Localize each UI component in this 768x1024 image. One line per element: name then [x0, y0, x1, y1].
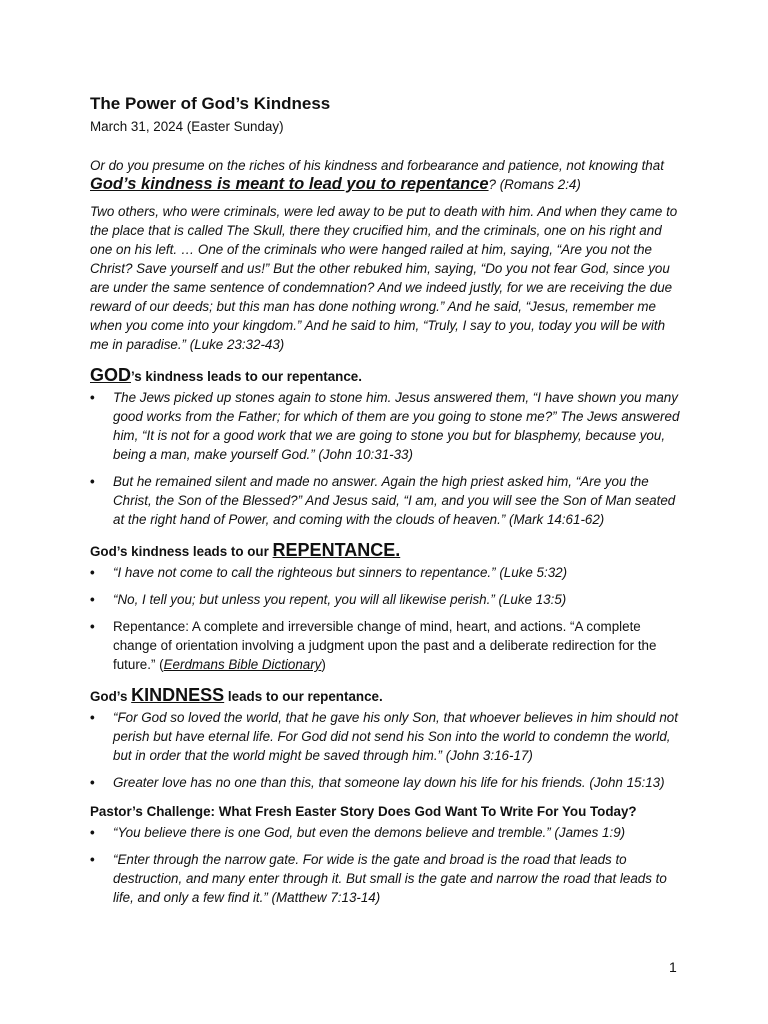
intro-emphasis: God’s kindness is meant to lead you to repentance [90, 175, 489, 193]
intro-suffix: ? (Romans 2:4) [488, 177, 581, 192]
section-heading-gods [90, 366, 680, 386]
sermon-date: March 31, 2024 (Easter Sunday) [90, 119, 284, 134]
section2-list [90, 563, 680, 674]
list-item: • “I have not come to call the righteous but sinners to repentance.” (Luke 5:32) [90, 563, 680, 582]
section-heading-repentance [90, 541, 680, 561]
list-item: • “No, I tell you; but unless you repent, you will all likewise perish.” (Luke 13:5) [90, 590, 680, 609]
definition-source: Eerdmans Bible Dictionary [163, 657, 322, 672]
heading-rest: leads to our repentance. [224, 689, 383, 704]
intro-prefix: Or do you presume on the riches of his kindness and forbearance and patience, not knowing that [90, 158, 664, 173]
list-item: • “For God so loved the world, that he gave his only Son, that whoever believes in him should not perish but have eternal life. For God did not send his Son into the world to condemn the world, but in order that the world might be saved through him.” (John 3:16-17) [90, 708, 680, 765]
heading-big-word: GOD [90, 365, 132, 385]
challenge-list [90, 823, 680, 907]
heading-big-word: KINDNESS [131, 685, 225, 705]
list-item: • “Enter through the narrow gate. For wide is the gate and broad is the road that leads to destruction, and many enter through it. But small is the gate and narrow the road that leads to life, and only a few find it.” (Matthew 7:13-14) [90, 850, 680, 907]
section3-list [90, 708, 680, 792]
heading-prefix: God’s [90, 689, 132, 704]
list-item: • But he remained silent and made no answer. Again the high priest asked him, “Are you the Christ, the Son of the Blessed?” And Jesus said, “I am, and you will see the Son of Man seated at the right hand of Power, and coming with the clouds of heaven.” (Mark 14:61-62) [90, 472, 680, 529]
document-page [90, 93, 680, 907]
scripture-passage: Two others, who were criminals, were led away to be put to death with him. And when they came to the place that is called The Skull, there they crucified him, and the criminals, one on his right and one on his left. … One of the criminals who were hanged railed at him, saying, “Are you not the Christ? Save yourself and us!” But the other rebuked him, saying, “Do you not fear God, since you are under the same sentence of condemnation? And we indeed justly, for we are receiving the due reward of our deeds; but this man has done nothing wrong.” And he said, “Jesus, remember me when you come into your kingdom.” And he said to him, “Truly, I say to you, today you will be with me in paradise.” (Luke 23:32-43) [90, 204, 678, 352]
section-heading-kindness [90, 686, 680, 706]
section1-list [90, 388, 680, 529]
heading-rest: ’s kindness leads to our repentance. [131, 369, 362, 384]
list-item: • Greater love has no one than this, that someone lay down his life for his friends. (John 15:13) [90, 773, 680, 792]
definition-close: ) [321, 657, 326, 672]
intro-verse [90, 156, 680, 194]
list-item: • “You believe there is one God, but even the demons believe and tremble.” (James 1:9) [90, 823, 680, 842]
list-item: • The Jews picked up stones again to stone him. Jesus answered them, “I have shown you many good works from the Father; for which of them are you going to stone me?” The Jews answered him, “It is not for a good work that we are going to stone you but for blasphemy, because you, being a man, make yourself God.” (John 10:31-33) [90, 388, 680, 464]
pastors-challenge-heading: Pastor’s Challenge: What Fresh Easter Story Does God Want To Write For You Today? [90, 804, 637, 819]
page-number: 1 [669, 959, 677, 975]
heading-prefix: God’s kindness leads to our [90, 544, 273, 559]
definition-item [90, 617, 680, 674]
definition-text: Repentance: A complete and irreversible change of mind, heart, and actions. “A complete change of orientation involving a judgment upon the past and a deliberate redirection for the future.” ( [113, 619, 657, 672]
heading-big-word: REPENTANCE. [272, 540, 401, 560]
page-title: The Power of God’s Kindness [90, 94, 331, 113]
